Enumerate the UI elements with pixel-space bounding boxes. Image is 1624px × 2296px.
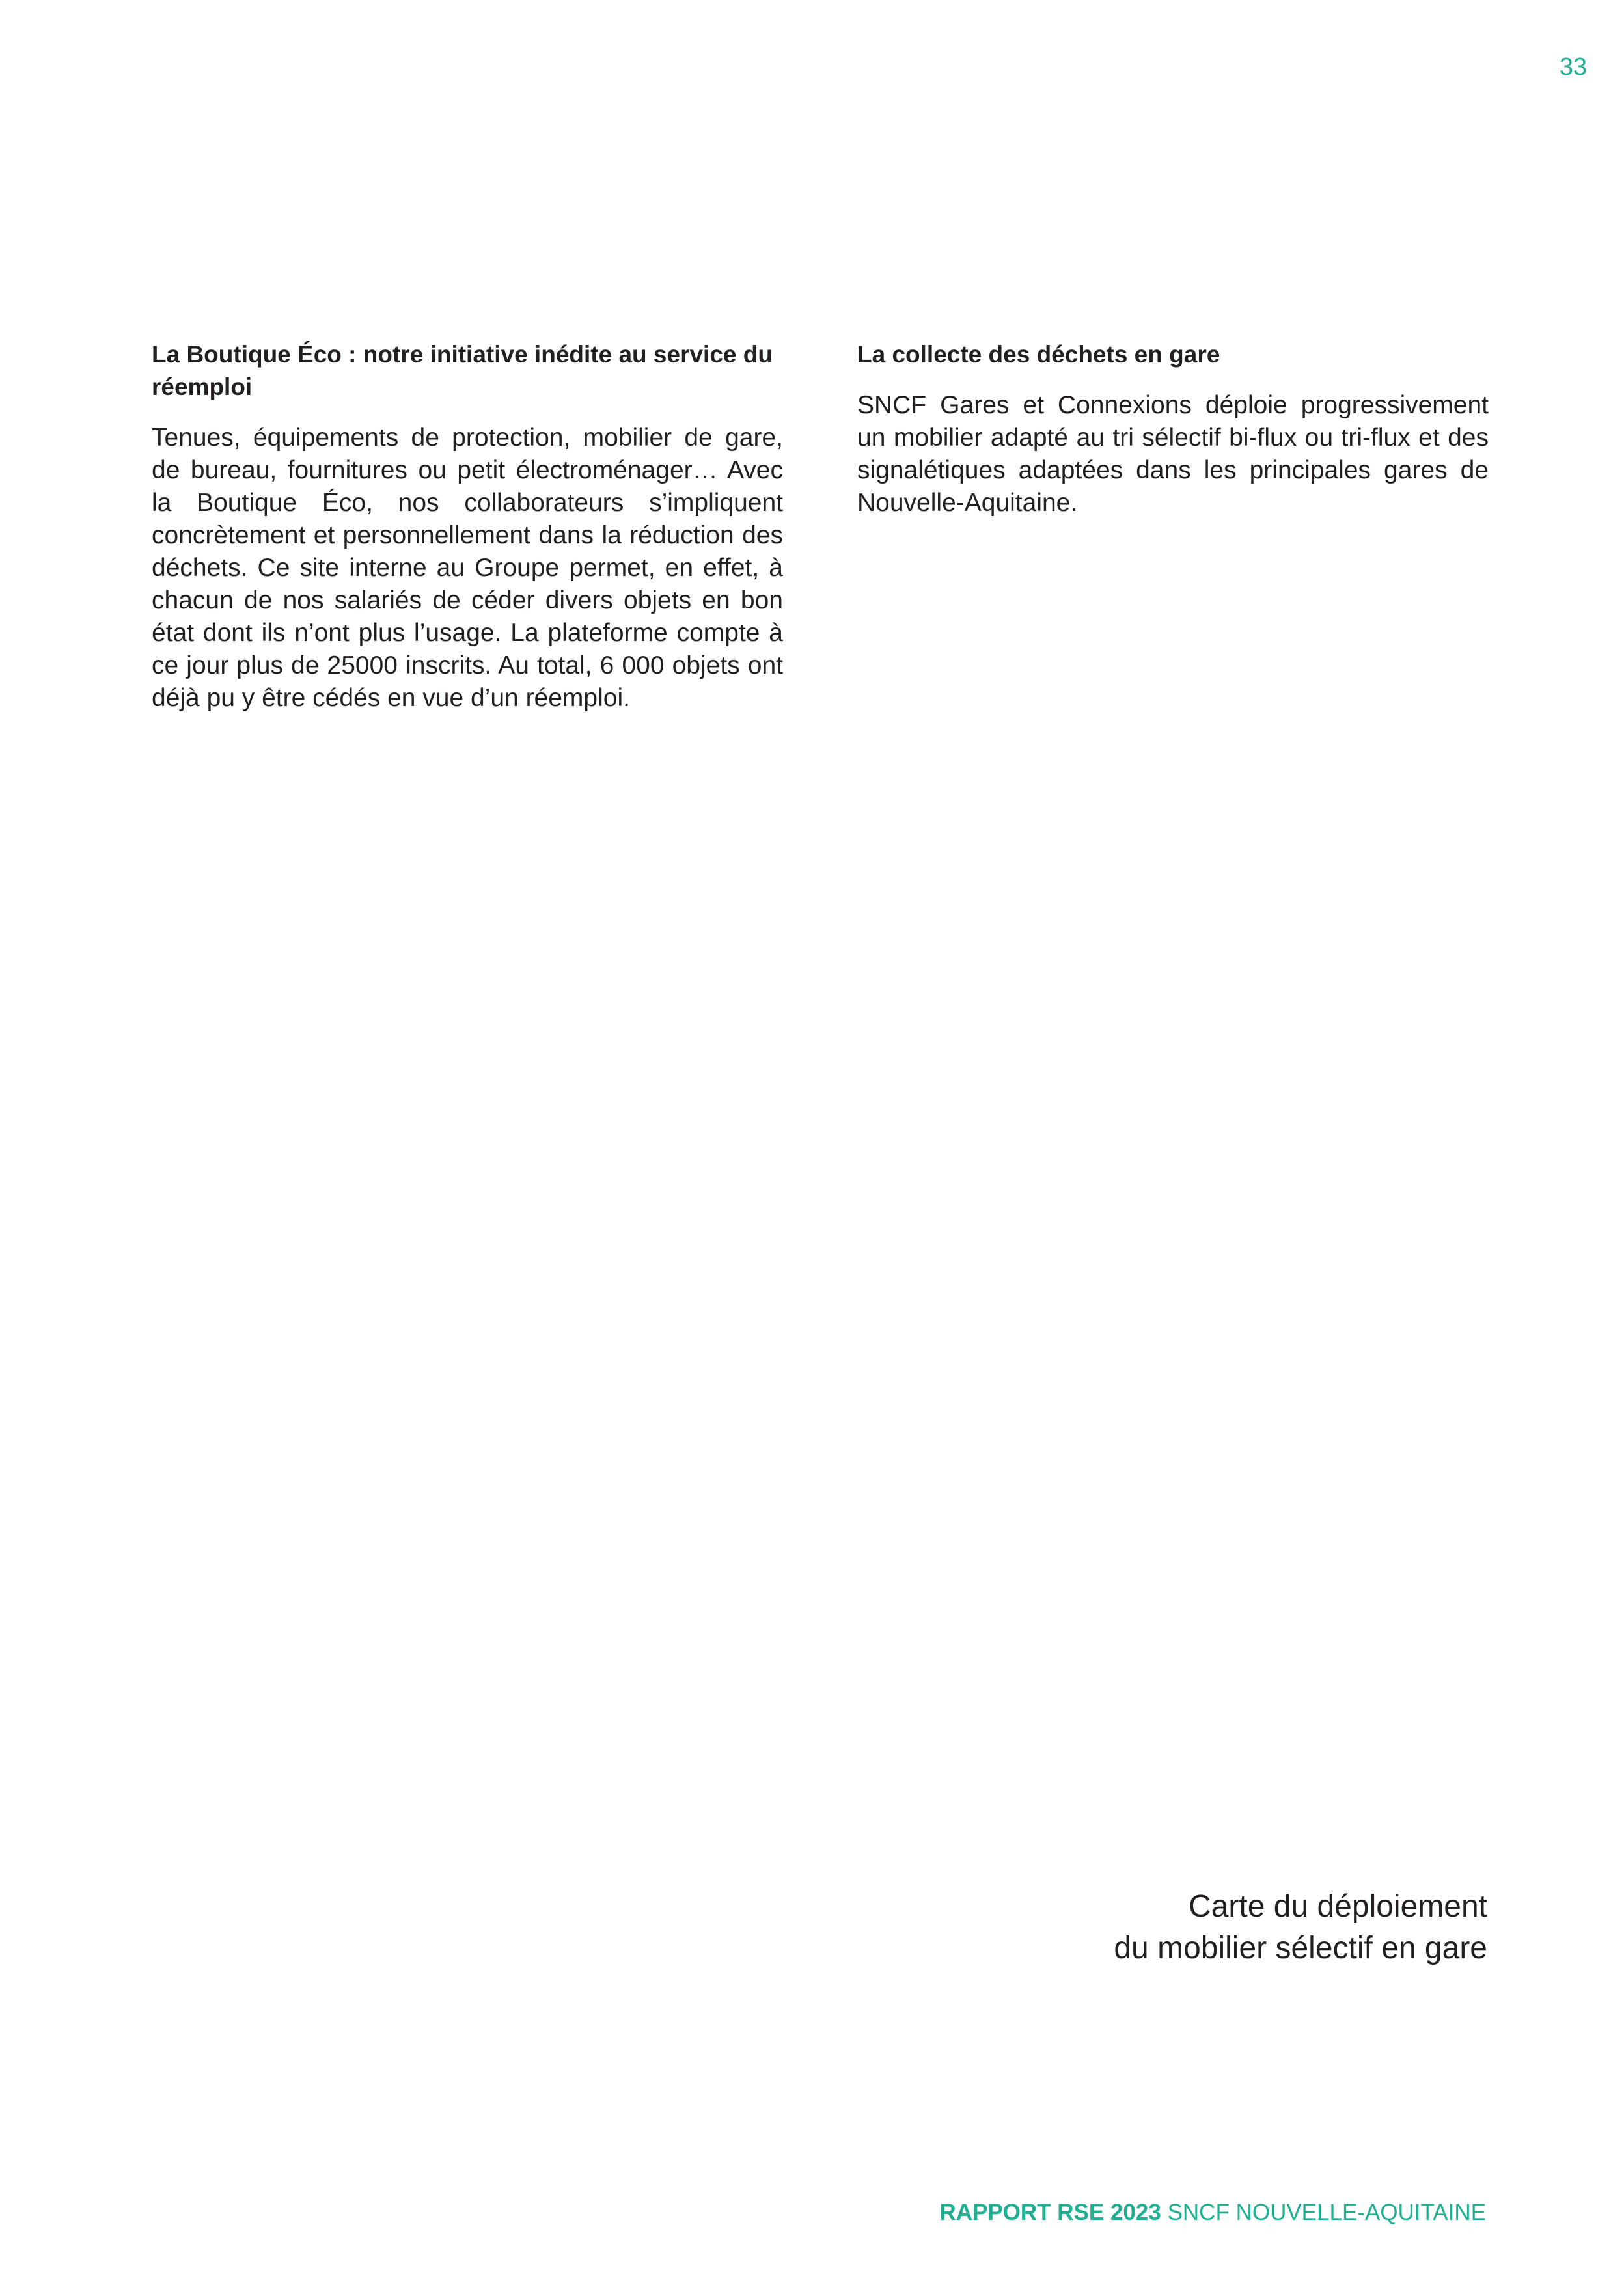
waste-collection-title: La collecte des déchets en gare [857, 341, 1220, 368]
page-number: 33 [1559, 53, 1587, 81]
map-caption [836, 1886, 1487, 1969]
footer-organisation: SNCF NOUVELLE-AQUITAINE [1167, 2200, 1486, 2225]
boutique-eco-body: Tenues, équipements de protection, mobilier de gare, de bureau, fournitures ou petit électroménager… Avec la Boutique Éco, nos collaborateurs s’impliquent concrètement et personnellement dans la réduction des déchets. Ce site interne au Groupe permet, en effet, à chacun de nos salariés de céder divers objets en bon état dont ils n’ont plus l’usage. La plateforme compte à ce jour plus de 25000 inscrits. Au total, 6 000 objets ont déjà pu y être cédés en vue d’un réemploi. [152, 424, 783, 712]
waste-collection-section [857, 338, 1489, 519]
waste-collection-body: SNCF Gares et Connexions déploie progressivement un mobilier adapté au tri sélectif bi-flux ou tri-flux et des signalétiques adaptées dans les principales gares de Nouvelle-Aquitaine. [857, 391, 1489, 517]
footer-report-title: RAPPORT RSE 2023 [939, 2200, 1161, 2225]
boutique-eco-section [152, 338, 783, 715]
map-caption-line-1: Carte du déploiement [1189, 1889, 1487, 1924]
footer [939, 2200, 1486, 2226]
map-caption-line-2: du mobilier sélectif en gare [1114, 1931, 1487, 1965]
boutique-eco-title: La Boutique Éco : notre initiative inédite au service du réemploi [152, 341, 773, 400]
